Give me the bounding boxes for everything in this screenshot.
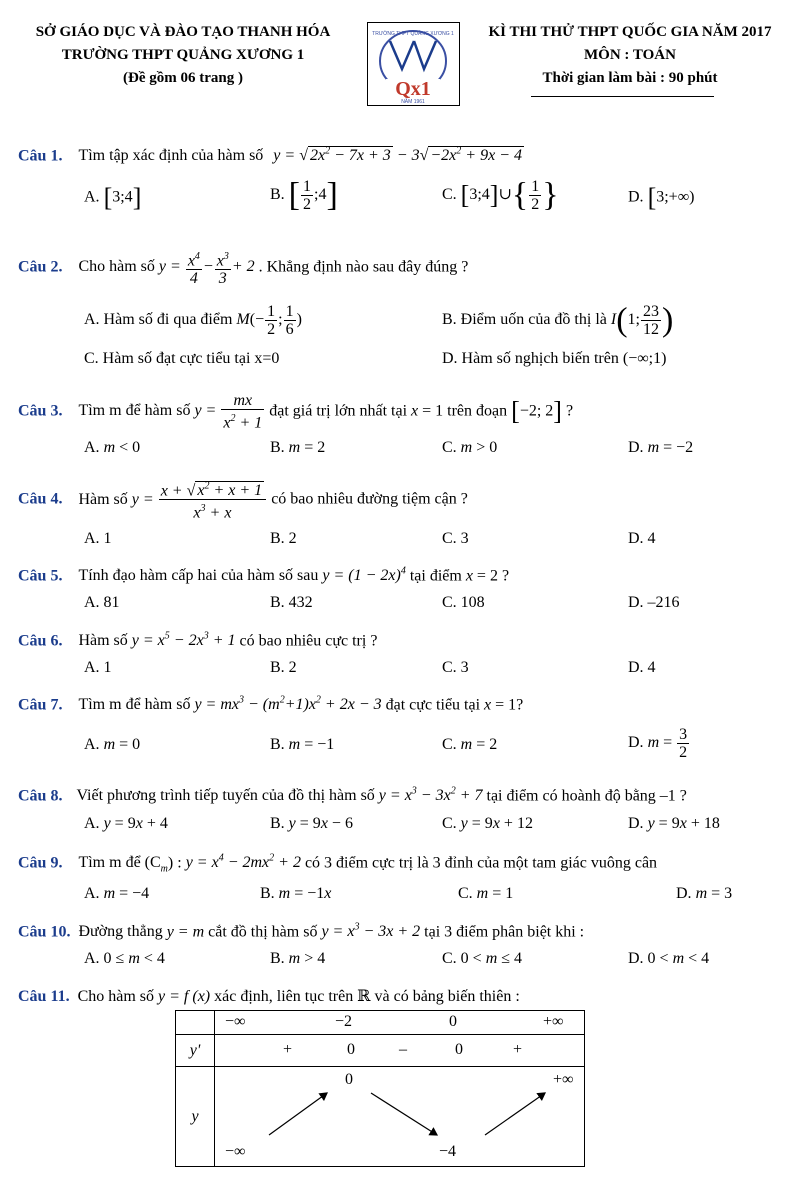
q8-option-c: C. y = 9x + 12 [442,815,533,832]
question-5: Câu 5. Tính đạo hàm cấp hai của hàm số sau $y = (1 - 2x)^4$ tại điểm x = 2 ? [18,566,510,585]
q2-formula: y = $\frac{x^4}{4}$ − $\frac{x^3}{3}$ + 2 [159,258,255,275]
x-zero: 0 [449,1013,457,1030]
header-pages: (Đề gồm 06 trang ) [123,70,243,86]
q4-option-a: A. 1 [84,530,112,547]
q1-option-c: C. [3;4]∪{ $\frac{1}{2}$ } [442,176,559,214]
q5-text: Tính đạo hàm cấp hai của hàm số sau [78,567,319,585]
q3-formula: y = $\frac{mx}{x^2 + 1}$ [194,392,263,432]
q6-label: Câu 6. [18,632,63,650]
q7-text: Tìm m để hàm số [78,696,191,714]
q1-option-b: B. [ $\frac{1}{2}$ ;4] [270,176,338,214]
q4-formula: y = $\frac{x + √ x^2 + x + 1}{x^3 + x}$ [132,491,267,508]
q8-option-b: B. y = 9x − 6 [270,815,353,832]
question-9: Câu 9. Tìm m để $(C_m)$ : $y = x^4 - 2mx^2 + 2$ có 3 điểm cực trị là 3 đỉnh của một tam giác vuông cân [18,853,658,875]
q6-option-d: D. 4 [628,659,656,676]
q6-tail: có bao nhiêu cực trị ? [239,632,378,650]
q6-text: Hàm số [78,632,128,650]
q7-option-b: B. m = −1 [270,736,335,753]
q10-option-b: B. m > 4 [270,950,326,967]
q3-option-a: A. m < 0 [84,439,141,456]
q10-option-d: D. 0 < m < 4 [628,950,710,967]
q10-option-a: A. 0 ≤ m < 4 [84,950,165,967]
q10-mid: cắt đồ thị hàm số [208,923,318,941]
q5-option-b: B. 432 [270,594,313,611]
q3-option-c: C. m > 0 [442,439,498,456]
x-minus-2: −2 [335,1013,353,1030]
q8-tail: tại điểm có hoành độ bằng –1 ? [486,787,687,805]
q6-option-a: A. 1 [84,659,112,676]
y-prime-row [215,1035,585,1067]
q11-label: Câu 11. [18,988,70,1005]
q4-option-b: B. 2 [270,530,297,547]
q9-text: Tìm m để (C [78,854,161,872]
x-neg-inf: −∞ [225,1013,246,1030]
q3-mid: đạt giá trị lớn nhất tại [269,402,408,420]
y-min-value: −4 [439,1143,457,1160]
q3-mid2: trên đoạn [447,402,508,420]
q5-option-d: D. –216 [628,594,680,611]
svg-text:Qx1: Qx1 [395,78,431,100]
arrow-decrease [371,1093,437,1135]
q9-option-d: D. m = 3 [676,885,733,902]
q4-option-d: D. 4 [628,530,656,547]
arrow-increase-2 [485,1093,545,1135]
q10-label: Câu 10. [18,923,71,941]
q8-option-a: A. y = 9x + 4 [84,815,168,832]
q5-tail: ? [501,567,510,585]
x-pos-inf: +∞ [543,1013,564,1030]
header-exam: KÌ THI THỬ THPT QUỐC GIA NĂM 2017 [488,24,772,40]
q11-text: Cho hàm số [77,988,155,1005]
yp-sign-1: + [283,1041,293,1058]
variation-table [175,1010,585,1167]
x-row [215,1011,585,1035]
svg-text:TRƯỜNG THPT QUẢNG XƯƠNG 1: TRƯỜNG THPT QUẢNG XƯƠNG 1 [372,31,454,37]
q10-text: Đường thẳng [78,923,163,941]
q6-formula: $y = x^5 - 2x^3 + 1$ [131,631,236,650]
arrow-increase-1 [269,1093,327,1135]
q9-tail: có 3 điểm cực trị là 3 đỉnh của một tam giác vuông cân [304,854,658,872]
header-time: Thời gian làm bài : 90 phút [542,70,718,86]
y-row [215,1067,585,1167]
q7-label: Câu 7. [18,696,63,714]
q2-option-b: B. Điểm uốn của đồ thị là I(1; $\frac{23}{12}$ ) [442,301,674,339]
question-2 [18,248,468,287]
q4-tail: có bao nhiêu đường tiệm cận ? [271,490,468,508]
q8-formula: $y = x^3 - 3x^2 + 7$ [378,786,483,805]
q5-formula: $y = (1 - 2x)^4$ [322,566,406,585]
q9-option-a: A. m = −4 [84,885,150,902]
q7-option-a: A. m = 0 [84,736,141,753]
q2-tail: . Khẳng định nào sau đây đúng ? [258,258,469,276]
q7-mid: đạt cực tiểu tại [385,696,481,714]
q1-formula: y = √ $2x^2 - 7x + 3 - 3√ -2x^2 + 9x - 4$ [273,146,522,165]
q7-option-d: D. m = $\frac{3}{2}$ [628,726,688,761]
q9-option-c: C. m = 1 [458,885,514,902]
q10-option-c: C. 0 < m ≤ 4 [442,950,523,967]
q9-label: Câu 9. [18,854,63,872]
q7-formula: $y = mx^3 - (m^2+1)x^2 + 2x - 3$ [194,695,382,714]
q3-option-b: B. m = 2 [270,439,326,456]
q6-option-b: B. 2 [270,659,297,676]
q10-formula: $y = x^3 - 3x + 2$ [321,922,421,941]
q9-option-b: B. m = −1x [260,885,332,902]
q9-formula: $y = x^4 - 2mx^2 + 2$ [185,853,301,872]
q10-tail: tại 3 điểm phân biệt khi : [424,923,585,941]
y-prime-label: y' [176,1035,215,1067]
q1-option-d: D. [3;+∞) [628,183,695,212]
header-dept: SỞ GIÁO DỤC VÀ ĐÀO TẠO THANH HÓA [35,24,331,40]
q2-option-d: D. Hàm số nghịch biến trên (−∞;1) [442,350,667,367]
svg-text:NĂM 1961: NĂM 1961 [401,99,425,105]
question-8 [18,786,687,805]
question-4 [18,478,468,522]
header-underline [531,96,714,97]
question-7: Câu 7. Tìm m để hàm số $y = mx^3 - (m^2+1)x^2 + 2x - 3$ đạt cực tiểu tại x = 1? [18,695,524,714]
q2-label: Câu 2. [18,258,63,276]
school-logo [367,22,460,106]
q1-text: Tìm tập xác định của hàm số [78,147,264,165]
y-pos-inf: +∞ [553,1071,574,1088]
question-6 [18,631,377,650]
logo-emblem [368,23,459,105]
q8-label: Câu 8. [18,787,63,805]
header-school: TRƯỜNG THPT QUẢNG XƯƠNG 1 [61,47,305,63]
q11-tail: và có bảng biến thiên : [374,988,520,1005]
q2-option-c: C. Hàm số đạt cực tiểu tại x=0 [84,350,280,367]
q3-label: Câu 3. [18,402,63,420]
q4-label: Câu 4. [18,490,63,508]
question-10: Câu 10. Đường thẳng y = m cắt đồ thị hàm số $y = x^3 - 3x + 2$ tại 3 điểm phân biệt khi : [18,922,585,941]
q3-text: Tìm m để hàm số [78,402,191,420]
yp-sign-2: – [399,1041,407,1058]
header-subject: MÔN : TOÁN [584,47,676,63]
q3-option-d: D. m = −2 [628,439,694,456]
q5-option-c: C. 108 [442,594,485,611]
q6-option-c: C. 3 [442,659,469,676]
q5-option-a: A. 81 [84,594,120,611]
q1-option-a: A. [3;4] [84,183,142,212]
q8-option-d: D. y = 9x + 18 [628,815,720,832]
yp-zero-2: 0 [455,1041,463,1058]
q1-label: Câu 1. [18,147,63,165]
q5-mid: tại điểm [409,567,462,585]
variation-arrows [215,1067,587,1167]
y-label: y [176,1067,215,1167]
q4-option-c: C. 3 [442,530,469,547]
q5-label: Câu 5. [18,567,63,585]
q2-option-a: A. Hàm số đi qua điểm M(− $\frac{1}{2}$ ; $\frac{1}{6}$ ) [84,303,302,338]
q4-text: Hàm số [78,490,128,508]
question-1 [18,146,524,165]
q7-option-c: C. m = 2 [442,736,498,753]
question-11: Câu 11. Cho hàm số y = f (x) xác định, liên tục trên ℝ và có bảng biến thiên : [18,988,520,1005]
q8-text: Viết phương trình tiếp tuyến của đồ thị hàm số [76,787,375,805]
q2-text: Cho hàm số [78,258,155,276]
q3-tail: ? [565,402,574,420]
y-max-value: 0 [345,1071,353,1088]
question-3: Câu 3. Tìm m để hàm số y = $\frac{mx}{x^2 + 1}$ đạt giá trị lớn nhất tại x = 1 trên đoạn [−2; 2] ? [18,392,574,432]
yp-sign-3: + [513,1041,523,1058]
yp-zero-1: 0 [347,1041,355,1058]
q11-mid: xác định, liên tục trên [214,988,354,1005]
y-neg-inf: −∞ [225,1143,246,1160]
